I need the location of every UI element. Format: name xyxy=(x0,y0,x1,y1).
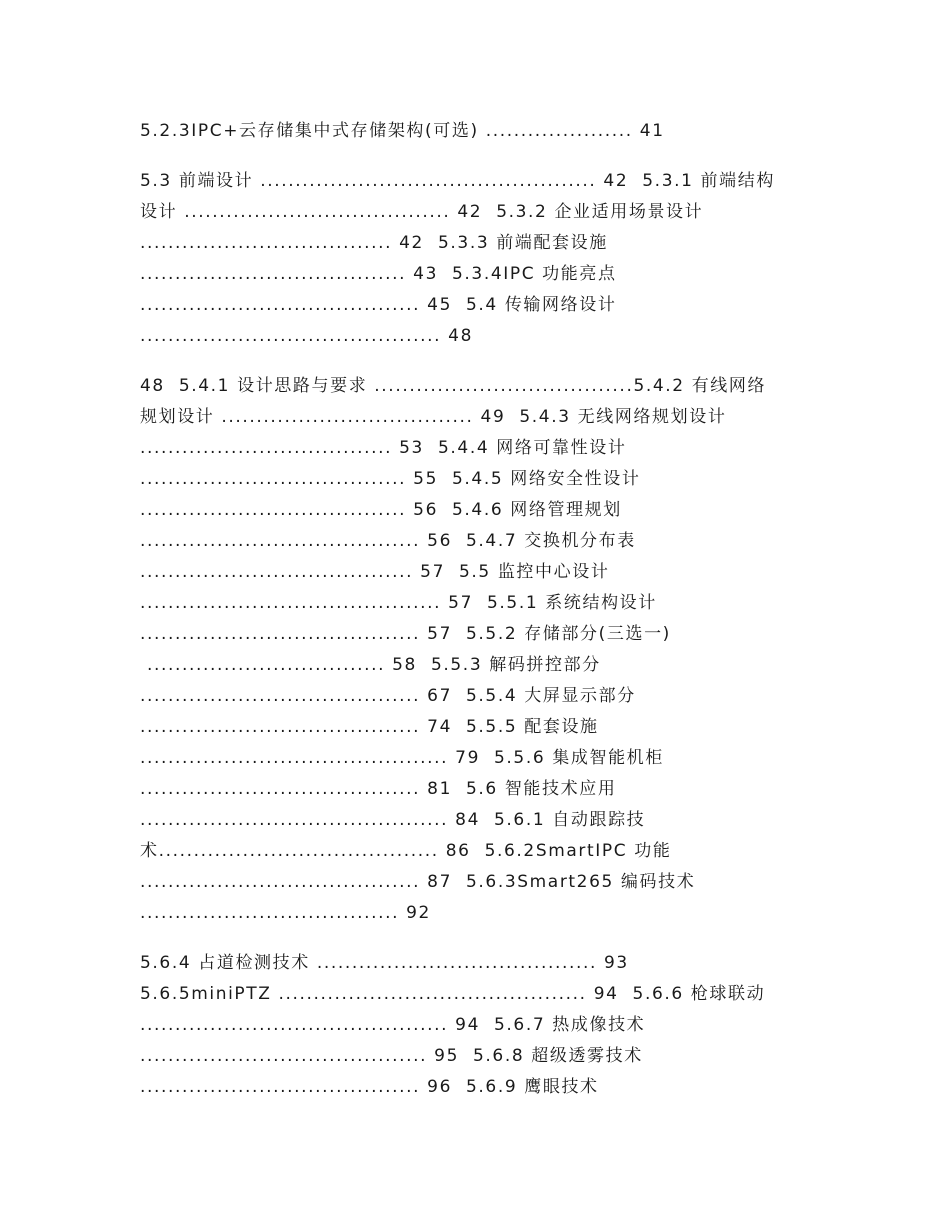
toc-line: ............................................ 84 5.6.1 自动跟踪技 xyxy=(140,810,646,830)
toc-line: 5.3 前端设计 ................................................ 42 5.3.1 前端结构 xyxy=(140,171,775,191)
toc-line: ............................................ 94 5.6.7 热成像技术 xyxy=(140,1015,646,1035)
toc-line: 设计 ...................................... 42 5.3.2 企业适用场景设计 xyxy=(140,202,704,222)
toc-line: ............................................ 79 5.5.6 集成智能机柜 xyxy=(140,748,664,768)
toc-line: .................................... 42 5.3.3 前端配套设施 xyxy=(140,233,608,253)
toc-line: ........................................... 48 xyxy=(140,326,473,346)
toc-line: ......................................... 95 5.6.8 超级透雾技术 xyxy=(140,1046,643,1066)
toc-line: .................................... 53 5.4.4 网络可靠性设计 xyxy=(140,438,627,458)
toc-line: ........................................ 57 5.5.2 存储部分(三选一) xyxy=(140,624,671,644)
toc-line: 5.2.3IPC+云存储集中式存储架构(可选) ..................... 41 xyxy=(140,121,665,141)
toc-line: ....................................... 57 5.5 监控中心设计 xyxy=(140,562,610,582)
toc-line: 术........................................ 86 5.6.2SmartIPC 功能 xyxy=(140,841,672,861)
toc-line: 5.6.4 占道检测技术 ........................................ 93 xyxy=(140,953,629,973)
toc-line: ........................................ 56 5.4.7 交换机分布表 xyxy=(140,531,636,551)
toc-line: ...................................... 56 5.4.6 网络管理规划 xyxy=(140,500,622,520)
toc-line: ........................................... 57 5.5.1 系统结构设计 xyxy=(140,593,657,613)
toc-line: ........................................ 74 5.5.5 配套设施 xyxy=(140,717,599,737)
toc-line: 48 5.4.1 设计思路与要求 .....................................5.4.2 有线网络 xyxy=(140,376,767,396)
toc-line: ..................................... 92 xyxy=(140,903,431,923)
toc-line: .................................. 58 5.5.3 解码拼控部分 xyxy=(140,655,601,675)
toc-line: 5.6.5miniPTZ ............................................ 94 5.6.6 枪球联动 xyxy=(140,984,766,1004)
toc-line: ...................................... 55 5.4.5 网络安全性设计 xyxy=(140,469,641,489)
toc-line: 规划设计 .................................... 49 5.4.3 无线网络规划设计 xyxy=(140,407,727,427)
toc-line: ........................................ 45 5.4 传输网络设计 xyxy=(140,295,617,315)
toc-line: ........................................ 96 5.6.9 鹰眼技术 xyxy=(140,1077,599,1097)
toc-line: ...................................... 43 5.3.4IPC 功能亮点 xyxy=(140,264,617,284)
toc-line: ........................................ 81 5.6 智能技术应用 xyxy=(140,779,617,799)
toc-line: ........................................ 67 5.5.4 大屏显示部分 xyxy=(140,686,636,706)
toc-line: ........................................ 87 5.6.3Smart265 编码技术 xyxy=(140,872,696,892)
